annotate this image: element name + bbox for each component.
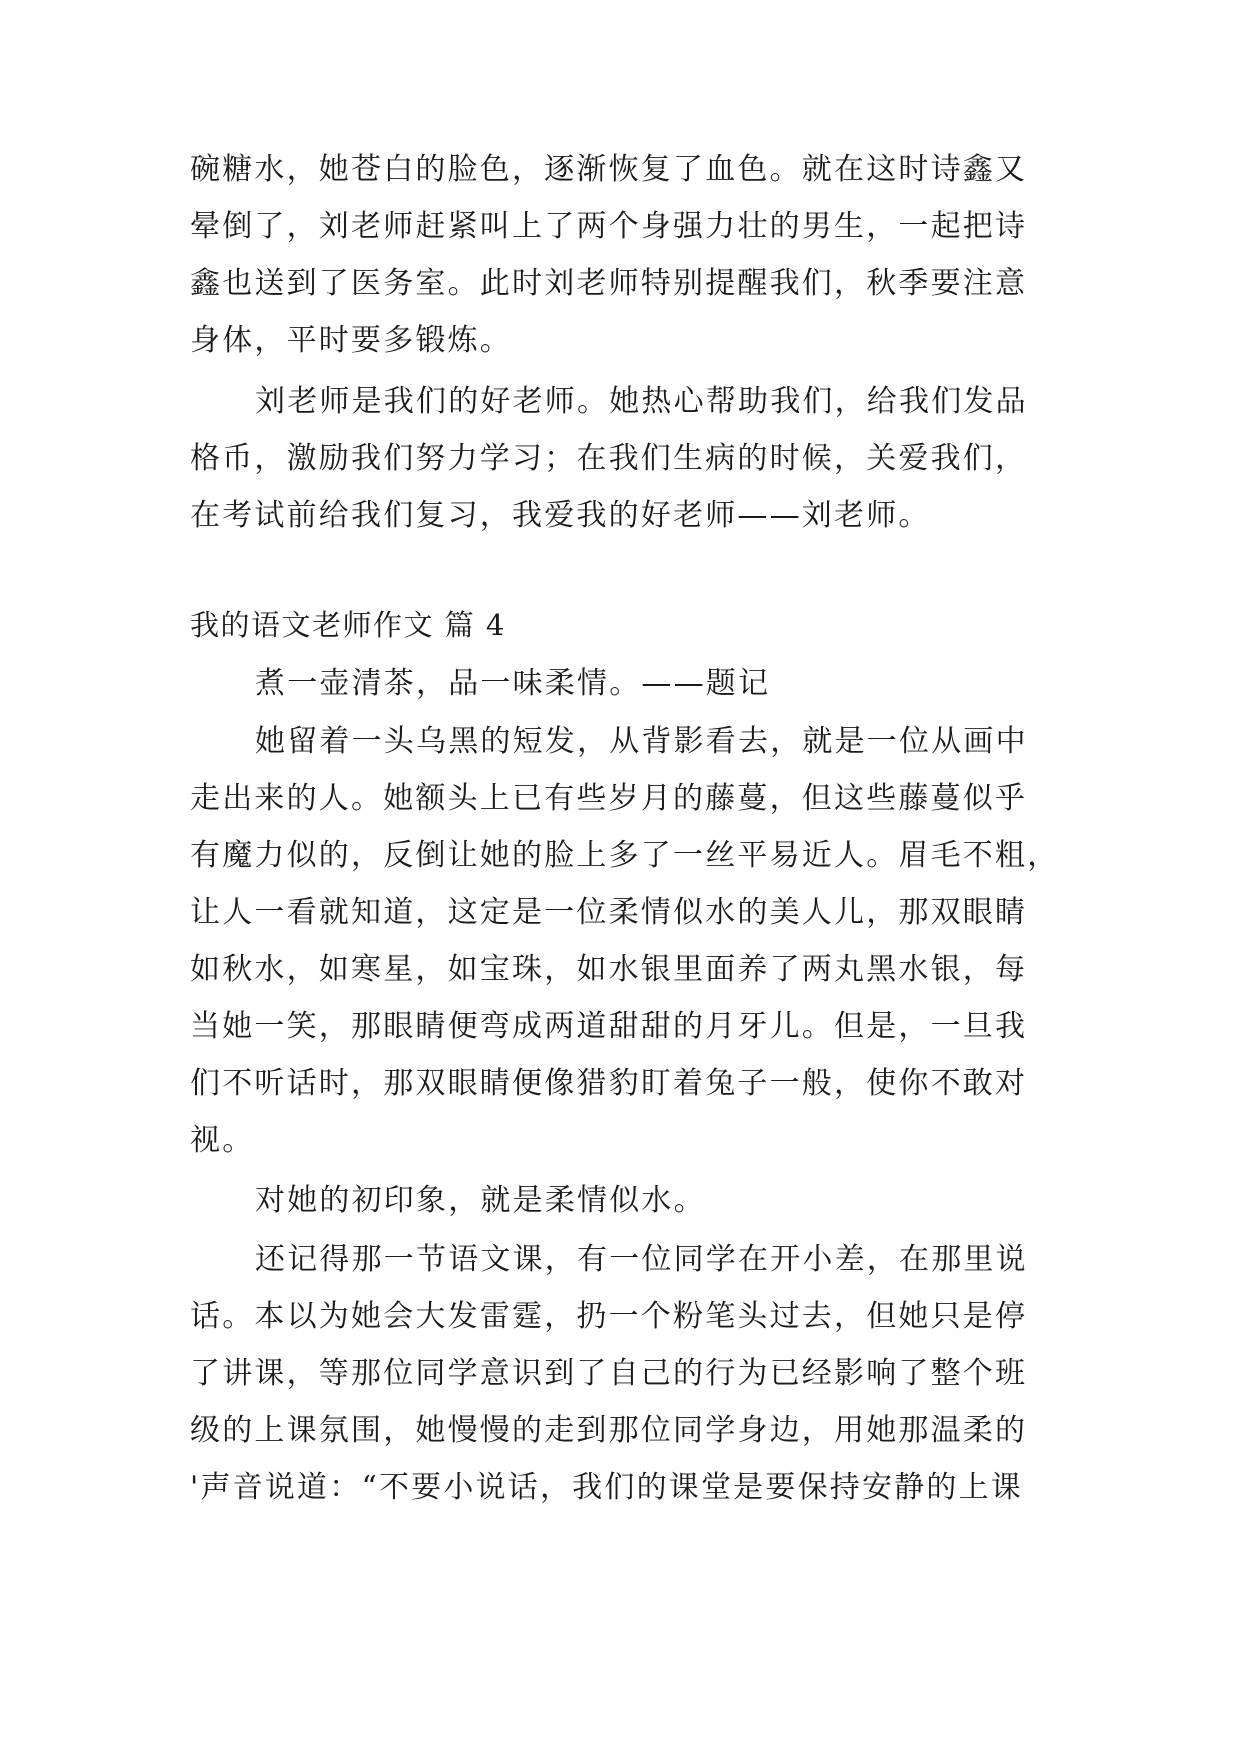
paragraph-line: 对她的初印象，就是柔情似水。 [255, 1183, 706, 1218]
paragraph-line: 当她一笑，那眼睛便弯成两道甜甜的月牙儿。但是，一旦我 [190, 1009, 1028, 1044]
paragraph-line: 还记得那一节语文课，有一位同学在开小差，在那里说 [255, 1242, 1028, 1277]
section-heading: 我的语文老师作文 篇 4 [190, 608, 506, 642]
paragraph-line: 如秋水，如寒星，如宝珠，如水银里面养了两丸黑水银，每 [190, 952, 1028, 987]
paragraph-line: 走出来的人。她额头上已有些岁月的藤蔓，但这些藤蔓似乎 [190, 781, 1028, 816]
paragraph-line: 她留着一头乌黑的短发，从背影看去，就是一位从画中 [255, 724, 1028, 759]
paragraph-line: 话。本以为她会大发雷霆，扔一个粉笔头过去，但她只是停 [190, 1299, 1028, 1334]
paragraph-line: 格币，激励我们努力学习；在我们生病的时候，关爱我们， [190, 441, 1028, 476]
paragraph-line: 刘老师是我们的好老师。她热心帮助我们，给我们发品 [255, 384, 1028, 419]
paragraph-line: 有魔力似的，反倒让她的脸上多了一丝平易近人。眉毛不粗， [190, 838, 1060, 873]
paragraph-line: 了讲课，等那位同学意识到了自己的行为已经影响了整个班 [190, 1356, 1028, 1391]
paragraph-line: 们不听话时，那双眼睛便像猎豹盯着兔子一般，使你不敢对 [190, 1066, 1028, 1101]
paragraph-line: 级的上课氛围，她慢慢的走到那位同学身边，用她那温柔的 [190, 1413, 1028, 1448]
paragraph-line: 让人一看就知道，这定是一位柔情似水的美人儿，那双眼睛 [190, 895, 1028, 930]
paragraph-line: 晕倒了，刘老师赶紧叫上了两个身强力壮的男生，一起把诗 [190, 209, 1028, 244]
paragraph-line: '声音说道：“不要小说话，我们的课堂是要保持安静的上课 [190, 1470, 1023, 1505]
paragraph-line: 鑫也送到了医务室。此时刘老师特别提醒我们，秋季要注意 [190, 266, 1028, 301]
paragraph-line: 身体，平时要多锻炼。 [190, 323, 512, 358]
paragraph-line: 在考试前给我们复习，我爱我的好老师——刘老师。 [190, 498, 931, 533]
epigraph-line: 煮一壶清茶，品一味柔情。——题记 [255, 666, 771, 701]
paragraph-line: 碗糖水，她苍白的脸色，逐渐恢复了血色。就在这时诗鑫又 [190, 152, 1028, 187]
paragraph-line: 视。 [190, 1123, 255, 1158]
